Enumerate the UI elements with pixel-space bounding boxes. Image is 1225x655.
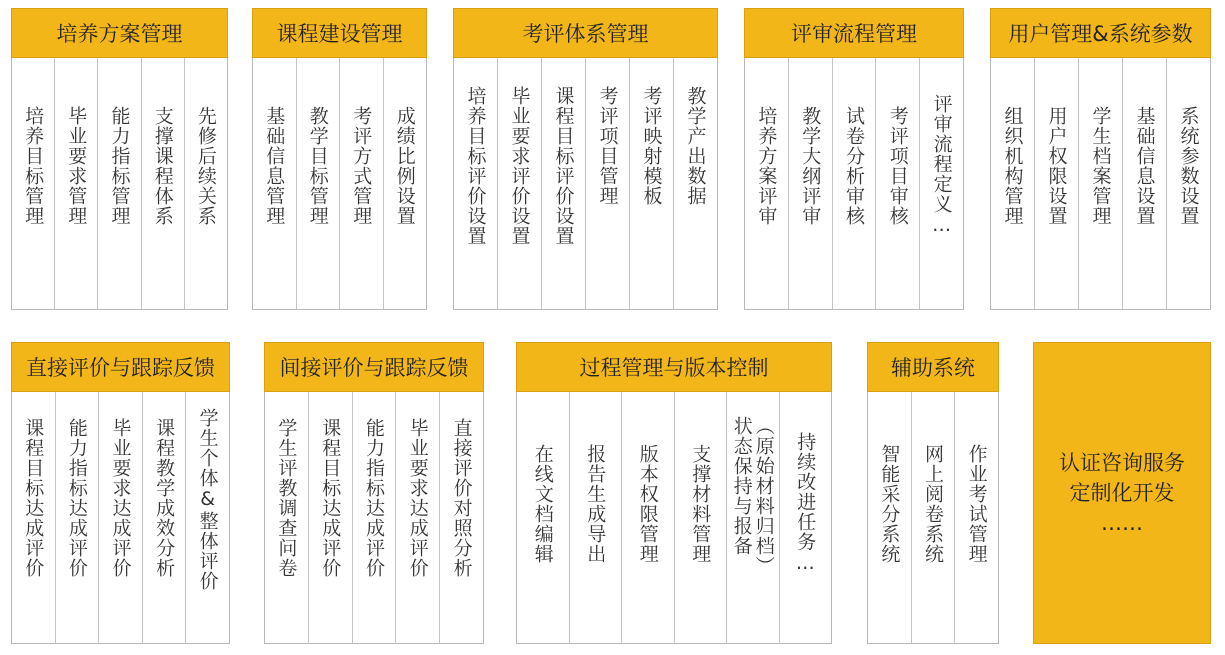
item-column [673,58,717,309]
module-indirect-evaluation [264,342,484,644]
item-column [629,58,673,309]
item-label: 培养目标管理 [22,106,45,226]
custom-line-1: 认证咨询服务 [1059,451,1185,475]
item-label: 持续改进任务… [794,432,817,575]
item-label: 毕业要求达成评价 [406,418,429,578]
item-label: 课程目标达成评价 [22,418,45,578]
item-label: 教学目标管理 [306,106,329,226]
module-training-plan [11,8,228,310]
item-column [726,392,779,643]
item-label: 考评项目管理 [596,86,619,206]
item-label: 教学产出数据 [684,86,707,206]
module-header: 课程建设管理 [252,8,427,58]
item-label: 先修后续关系 [194,106,217,226]
item-column [97,58,140,309]
module-items [264,392,484,644]
item-label: 基础信息设置 [1133,106,1156,226]
module-items [867,392,999,644]
item-label: 学生个体&整体评价 [196,408,219,591]
item-column [98,392,142,643]
custom-development-box [1033,342,1211,644]
item-column [788,58,832,309]
item-column [674,392,727,643]
item-column [383,58,427,309]
module-header: 过程管理与版本控制 [516,342,832,392]
item-column [253,58,296,309]
item-column [141,58,184,309]
custom-ellipsis: …… [1101,511,1143,535]
module-items [516,392,832,644]
item-label: 基础信息管理 [263,106,286,226]
item-column [868,392,911,643]
item-column [1122,58,1166,309]
item-column [621,392,674,643]
item-label: 教学大纲评审 [799,106,822,226]
item-label: 学生档案管理 [1089,106,1112,226]
item-label: 课程教学成效分析 [153,418,176,578]
module-header: 辅助系统 [867,342,999,392]
item-column [1078,58,1122,309]
item-column [745,58,788,309]
module-items [453,58,718,310]
item-column [185,392,229,643]
item-label: 考评方式管理 [350,106,373,226]
item-column [1034,58,1078,309]
item-column [439,392,483,643]
item-column [395,392,439,643]
item-label: 学生评教调查问卷 [275,418,298,578]
item-column [585,58,629,309]
item-column [454,58,497,309]
module-course-construction [252,8,427,310]
item-column [954,392,998,643]
item-label: 课程目标达成评价 [319,418,342,578]
item-label: 培养目标评价设置 [464,86,487,246]
item-column [54,58,97,309]
item-label: 考评映射模板 [640,86,663,206]
item-label: 评审流程定义… [930,94,953,237]
module-items [11,58,228,310]
module-header: 培养方案管理 [11,8,228,58]
module-review-process [744,8,964,310]
item-column [919,58,963,309]
module-assessment-system [453,8,718,310]
item-column [832,58,876,309]
module-header: 考评体系管理 [453,8,718,58]
module-direct-evaluation [11,342,230,644]
item-column [991,58,1034,309]
item-column [911,392,955,643]
module-items [744,58,964,310]
item-label: 能力指标管理 [108,106,131,226]
module-header: 评审流程管理 [744,8,964,58]
item-label: （原始材料归档） 状态保持与报备 [730,416,775,576]
item-label: 组织机构管理 [1001,106,1024,226]
item-column [296,58,340,309]
item-label: 课程目标评价设置 [552,86,575,246]
item-label: 报告生成导出 [584,444,607,564]
item-column [1166,58,1210,309]
item-label: 毕业要求达成评价 [109,418,132,578]
item-label: 能力指标达成评价 [65,418,88,578]
item-label: 网上阅卷系统 [922,444,944,564]
item-column [497,58,541,309]
item-label: 在线文档编辑 [531,444,554,564]
item-label: 智能采分系统 [878,444,901,564]
item-column [308,392,352,643]
item-column [55,392,99,643]
item-label: 考评项目审核 [886,106,909,226]
item-column [265,392,308,643]
item-column [142,392,186,643]
item-column [569,392,622,643]
item-label: 作业考试管理 [965,444,988,564]
module-header: 间接评价与跟踪反馈 [264,342,484,392]
custom-line-2: 定制化开发 [1069,481,1175,505]
item-label: 支撑材料管理 [689,444,712,564]
module-header: 用户管理&系统参数 [990,8,1211,58]
item-label: 支撑课程体系 [151,106,174,226]
module-process-version-control [516,342,832,644]
module-header: 直接评价与跟踪反馈 [11,342,230,392]
module-auxiliary-system [867,342,999,644]
module-items [990,58,1211,310]
item-label: 试卷分析审核 [842,106,865,226]
item-column [875,58,919,309]
item-column [12,392,55,643]
item-label: 版本权限管理 [636,444,659,564]
item-column [352,392,396,643]
item-label: 直接评价对照分析 [450,418,473,578]
item-column [517,392,569,643]
item-column [184,58,227,309]
item-label: 能力指标达成评价 [362,418,385,578]
item-label: 系统参数设置 [1177,106,1200,226]
item-label: 培养方案评审 [755,106,778,226]
item-column [12,58,54,309]
item-column [541,58,585,309]
item-column [339,58,383,309]
module-user-system-params [990,8,1211,310]
item-column [779,392,832,643]
item-label: 毕业要求评价设置 [508,86,531,246]
item-label: 用户权限设置 [1045,106,1068,226]
item-label: 毕业要求管理 [65,106,88,226]
module-items [11,392,230,644]
module-items [252,58,427,310]
item-label: 成绩比例设置 [393,106,416,226]
